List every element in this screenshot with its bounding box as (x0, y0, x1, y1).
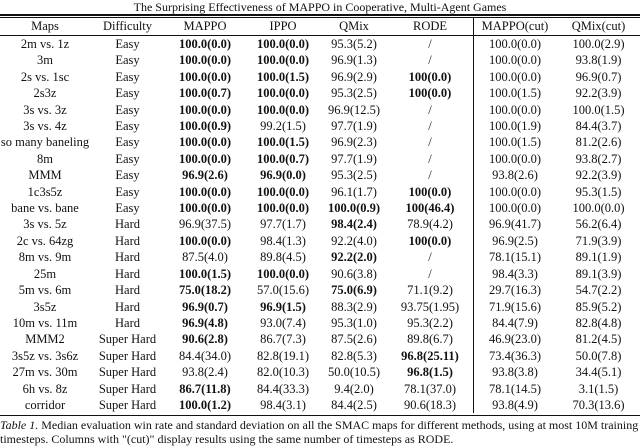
cell-qmix: 96.1(1.7) (331, 184, 377, 199)
cell-qmix-cut: 89.1(3.9) (575, 266, 622, 281)
cell-map: 1c3s5z (27, 184, 63, 199)
cell-mappo: 100.0(0.0) (178, 37, 232, 51)
cell-ippo: 100.0(1.5) (256, 135, 310, 150)
cell-ippo: 100.0(1.5) (256, 69, 310, 84)
cell-map: 3m (37, 53, 53, 68)
cell-difficulty: Super Hard (98, 332, 157, 347)
col-header-ippo: IPPO (269, 19, 297, 33)
cell-mappo-cut: 73.4(36.3) (488, 348, 542, 363)
cell-map: 3s5z (33, 299, 57, 314)
cell-difficulty: Hard (115, 315, 140, 330)
cell-qmix: 96.9(2.9) (331, 69, 377, 84)
cell-qmix: 82.8(5.3) (331, 348, 377, 363)
cell-map: 2s3z (33, 86, 57, 101)
cell-rode: 100(0.0) (387, 233, 474, 249)
cell-qmix: 84.4(2.5) (331, 397, 377, 412)
cell-mappo-cut: 98.4(3.3) (492, 266, 538, 281)
cell-map: 27m vs. 30m (12, 365, 78, 380)
cell-qmix-cut: 54.7(2.2) (575, 283, 622, 298)
cell-mappo: 100.0(0.0) (178, 53, 232, 68)
cell-mappo-cut: 100.0(0.0) (488, 151, 542, 166)
cell-mappo-cut: 100.0(1.9) (488, 119, 542, 134)
cell-ippo: 82.0(10.3) (256, 365, 310, 380)
cell-map: 25m (33, 266, 57, 281)
table-row (0, 315, 640, 331)
cell-qmix-cut: 93.8(1.9) (575, 53, 622, 68)
cell-rode: 78.1(37.0) (387, 381, 474, 397)
cell-qmix-cut: 89.1(1.9) (575, 250, 622, 265)
cell-difficulty: Hard (115, 250, 140, 265)
cell-mappo: 84.4(34.0) (178, 348, 232, 363)
table-row (0, 397, 640, 413)
table-row (0, 233, 640, 249)
cell-mappo: 100.0(0.9) (178, 119, 232, 134)
col-header-qmix: QMix (339, 19, 369, 33)
cell-map: so many baneling (0, 135, 90, 150)
cell-mappo: 100.0(0.0) (178, 201, 232, 216)
cell-qmix-cut: 3.1(1.5) (578, 381, 619, 396)
cell-qmix-cut: 100.0(0.0) (572, 201, 625, 216)
col-header-rode: RODE (387, 18, 474, 36)
cell-mappo: 100.0(0.7) (178, 86, 232, 101)
cell-qmix: 92.2(4.0) (331, 233, 377, 248)
cell-mappo: 100.0(0.0) (178, 102, 232, 117)
cell-difficulty: Easy (115, 151, 140, 166)
cell-ippo: 82.8(19.1) (256, 348, 310, 363)
cell-mappo: 100.0(0.0) (178, 184, 232, 199)
cell-difficulty: Hard (115, 217, 140, 232)
cell-qmix-cut: 34.4(5.1) (575, 365, 622, 380)
cell-qmix-cut: 70.3(13.6) (572, 397, 625, 412)
cell-map: 2s vs. 1sc (20, 69, 70, 84)
cell-rode: 95.3(2.2) (387, 315, 474, 331)
cell-ippo: 100.0(0.0) (256, 102, 310, 117)
table-row (0, 184, 640, 200)
cell-rode: / (387, 266, 474, 282)
cell-mappo: 87.5(4.0) (182, 250, 228, 265)
table-row (0, 331, 640, 347)
cell-map: 2c vs. 64zg (16, 233, 74, 248)
cell-ippo: 97.7(1.7) (260, 217, 306, 232)
cell-ippo: 98.4(3.1) (260, 397, 306, 412)
table-row (0, 134, 640, 150)
cell-mappo-cut: 96.9(2.5) (492, 233, 538, 248)
cell-mappo: 96.9(4.8) (182, 315, 228, 330)
table-row (0, 52, 640, 68)
cell-qmix: 92.2(2.0) (331, 250, 377, 265)
cell-qmix-cut: 85.9(5.2) (575, 299, 622, 314)
cell-mappo-cut: 93.8(3.8) (492, 365, 538, 380)
bottom-rule (0, 415, 640, 416)
cell-mappo: 86.7(11.8) (179, 381, 231, 396)
cell-qmix-cut: 92.2(3.9) (575, 168, 622, 183)
cell-qmix-cut: 82.8(4.8) (575, 315, 622, 330)
col-header-maps: Maps (31, 19, 59, 33)
cell-difficulty: Easy (115, 201, 140, 216)
cell-qmix: 97.7(1.9) (331, 151, 377, 166)
cell-rode: 96.8(25.11) (387, 348, 474, 364)
cell-ippo: 100.0(0.0) (256, 86, 310, 101)
cell-qmix-cut: 96.9(0.7) (575, 69, 622, 84)
cell-ippo: 100.0(0.0) (256, 266, 310, 281)
cell-difficulty: Easy (115, 69, 140, 84)
cell-rode: / (387, 118, 474, 134)
cell-qmix: 9.4(2.0) (334, 381, 374, 396)
cell-qmix: 95.3(1.0) (331, 315, 377, 330)
cell-rode: 71.1(9.2) (387, 282, 474, 298)
table-row (0, 85, 640, 101)
cell-qmix: 88.3(2.9) (331, 299, 377, 314)
cell-map: bane vs. bane (11, 201, 79, 216)
cell-qmix: 96.9(12.5) (327, 102, 381, 117)
cell-rode: / (387, 52, 474, 68)
cell-mappo: 100.0(1.2) (178, 397, 232, 412)
cell-map: 6h vs. 8z (22, 381, 68, 396)
cell-qmix-cut: 92.2(3.9) (575, 86, 622, 101)
cell-qmix: 96.9(2.3) (331, 135, 377, 150)
cell-ippo: 84.4(33.3) (256, 381, 310, 396)
cell-ippo: 100.0(0.0) (256, 201, 310, 216)
cell-ippo: 86.7(7.3) (260, 332, 306, 347)
cell-difficulty: Easy (115, 135, 140, 150)
cell-qmix: 87.5(2.6) (331, 332, 377, 347)
cell-qmix: 50.0(10.5) (327, 365, 381, 380)
table-row (0, 167, 640, 183)
table-row (0, 364, 640, 380)
cell-map: 2m vs. 1z (20, 37, 70, 51)
cell-qmix-cut: 93.8(2.7) (575, 151, 622, 166)
cell-mappo: 96.9(37.5) (178, 217, 232, 232)
cell-qmix-cut: 50.0(7.8) (575, 348, 622, 363)
table-row (0, 266, 640, 282)
cell-mappo: 93.8(2.4) (182, 365, 228, 380)
table-row (0, 282, 640, 298)
cell-qmix: 98.4(2.4) (331, 217, 377, 232)
cell-difficulty: Hard (115, 283, 140, 298)
cell-difficulty: Hard (115, 299, 140, 314)
cell-difficulty: Easy (115, 102, 140, 117)
col-header-difficulty: Difficulty (102, 19, 153, 33)
cell-rode: 89.8(6.7) (387, 331, 474, 347)
cell-map: corridor (24, 397, 66, 412)
table-row (0, 381, 640, 397)
table-row (0, 118, 640, 134)
cell-mappo-cut: 93.8(4.9) (492, 397, 538, 412)
cell-difficulty: Super Hard (98, 397, 157, 412)
cell-mappo-cut: 78.1(15.1) (488, 250, 542, 265)
cell-qmix: 96.9(1.3) (331, 53, 377, 68)
cell-rode: 96.8(1.5) (387, 364, 474, 380)
cell-mappo-cut: 78.1(14.5) (488, 381, 542, 396)
cell-difficulty: Super Hard (98, 365, 157, 380)
cell-mappo-cut: 100.0(0.0) (488, 201, 542, 216)
cell-mappo-cut: 93.8(2.6) (492, 168, 538, 183)
cell-mappo-cut: 100.0(0.0) (488, 37, 542, 51)
cell-qmix: 95.3(5.2) (331, 37, 377, 51)
table-row (0, 69, 640, 85)
cell-ippo: 89.8(4.5) (260, 250, 306, 265)
cell-mappo: 100.0(0.0) (178, 69, 232, 84)
top-rule (0, 14, 640, 16)
cell-mappo-cut: 84.4(7.9) (492, 315, 538, 330)
cell-ippo: 100.0(0.0) (256, 184, 310, 199)
cell-mappo-cut: 100.0(0.0) (488, 184, 542, 199)
cell-mappo: 96.9(2.6) (182, 168, 228, 183)
cell-mappo-cut: 71.9(15.6) (488, 299, 542, 314)
cell-rode: 93.75(1.95) (387, 299, 474, 315)
table-body (0, 36, 640, 414)
cell-difficulty: Easy (115, 37, 140, 51)
cell-map: 5m vs. 6m (18, 283, 72, 298)
cell-qmix: 95.3(2.5) (331, 168, 377, 183)
cell-map: 8m vs. 9m (18, 250, 72, 265)
cell-qmix-cut: 84.4(3.7) (575, 119, 622, 134)
cell-difficulty: Super Hard (98, 348, 157, 363)
cell-rode: / (387, 36, 474, 53)
cell-mappo: 100.0(0.0) (178, 151, 232, 166)
cell-map: MMM2 (25, 332, 65, 347)
cell-difficulty: Super Hard (98, 381, 157, 396)
cell-qmix: 100.0(0.9) (327, 201, 381, 216)
table-row (0, 216, 640, 232)
cell-rode: 100(0.0) (387, 184, 474, 200)
col-header-mappo-cut: MAPPO(cut) (481, 19, 549, 33)
cell-qmix-cut: 71.9(3.9) (575, 233, 622, 248)
cell-mappo-cut: 29.7(16.3) (488, 283, 542, 298)
cell-ippo: 57.0(15.6) (256, 283, 310, 298)
cell-mappo-cut: 100.0(0.0) (488, 102, 542, 117)
cell-qmix-cut: 81.2(2.6) (575, 135, 622, 150)
table-row (0, 151, 640, 167)
col-header-mappo: MAPPO (183, 19, 227, 33)
cell-qmix: 95.3(2.5) (331, 86, 377, 101)
cell-mappo-cut: 100.0(1.5) (488, 86, 542, 101)
cell-ippo: 93.0(7.4) (260, 315, 306, 330)
cell-ippo: 99.2(1.5) (260, 119, 306, 134)
table-row (0, 200, 640, 216)
cell-difficulty: Easy (115, 184, 140, 199)
cell-rode: 100(0.0) (387, 69, 474, 85)
cell-qmix-cut: 56.2(6.4) (575, 217, 622, 232)
table-row (0, 299, 640, 315)
cell-rode: / (387, 167, 474, 183)
cell-mappo: 100.0(0.0) (178, 135, 232, 150)
cell-mappo: 90.6(2.8) (182, 332, 228, 347)
cell-qmix: 90.6(3.8) (331, 266, 377, 281)
caption-label: Table 1. (0, 418, 39, 432)
cell-mappo-cut: 96.9(41.7) (488, 217, 542, 232)
cell-rode: 100(46.4) (387, 200, 474, 216)
cell-mappo-cut: 100.0(0.0) (488, 53, 542, 68)
cell-ippo: 96.9(1.5) (260, 299, 306, 314)
cell-mappo: 100.0(0.0) (178, 233, 232, 248)
cell-map: 3s vs. 5z (23, 217, 67, 232)
col-header-qmix-cut: QMix(cut) (571, 19, 626, 33)
cell-mappo-cut: 100.0(1.5) (488, 135, 542, 150)
table-row (0, 36, 640, 53)
table-row (0, 102, 640, 118)
table-row (0, 348, 640, 364)
cell-ippo: 100.0(0.7) (256, 151, 310, 166)
cell-rode: 100(0.0) (387, 85, 474, 101)
cell-difficulty: Easy (115, 53, 140, 68)
cell-qmix: 97.7(1.9) (331, 119, 377, 134)
cell-mappo-cut: 100.0(0.0) (488, 69, 542, 84)
cell-ippo: 100.0(0.0) (256, 37, 310, 51)
cell-mappo: 96.9(0.7) (182, 299, 228, 314)
cell-map: MMM (28, 168, 62, 183)
cell-rode: / (387, 249, 474, 265)
cell-difficulty: Hard (115, 266, 140, 281)
cell-difficulty: Easy (115, 168, 140, 183)
cell-mappo: 75.0(18.2) (178, 283, 232, 298)
cell-qmix-cut: 100.0(1.5) (572, 102, 625, 117)
cell-map: 3s5z vs. 3s6z (11, 348, 79, 363)
cell-difficulty: Easy (115, 86, 140, 101)
cell-map: 3s vs. 4z (23, 119, 67, 134)
cell-map: 3s vs. 3z (23, 102, 67, 117)
cell-rode: / (387, 151, 474, 167)
caption-text: Median evaluation win rate and standard deviation on all the SMAC maps for different methods, using at most 10M training timesteps. Columns with "(cut)" display results using the same number of timesteps as RODE. (0, 418, 639, 446)
cell-rode: / (387, 134, 474, 150)
cell-qmix-cut: 100.0(2.9) (572, 37, 625, 51)
cell-rode: 78.9(4.2) (387, 216, 474, 232)
table-caption (0, 418, 640, 446)
cell-difficulty: Easy (115, 119, 140, 134)
cell-rode: / (387, 102, 474, 118)
running-header: The Surprising Effectiveness of MAPPO in Cooperative, Multi-Agent Games (133, 0, 507, 14)
cell-qmix-cut: 95.3(1.5) (575, 184, 622, 199)
cell-map: 8m (37, 151, 53, 166)
cell-rode: 90.6(18.3) (387, 397, 474, 413)
table-header-row (0, 18, 640, 36)
cell-qmix: 75.0(6.9) (331, 283, 377, 298)
cell-qmix-cut: 81.2(4.5) (575, 332, 622, 347)
cell-ippo: 100.0(0.0) (256, 53, 310, 68)
results-table (0, 18, 640, 413)
table-row (0, 249, 640, 265)
cell-map: 10m vs. 11m (12, 315, 78, 330)
cell-ippo: 96.9(0.0) (260, 168, 306, 183)
cell-mappo-cut: 46.9(23.0) (488, 332, 542, 347)
cell-mappo: 100.0(1.5) (178, 266, 232, 281)
cell-difficulty: Hard (115, 233, 140, 248)
cell-ippo: 98.4(1.3) (260, 233, 306, 248)
